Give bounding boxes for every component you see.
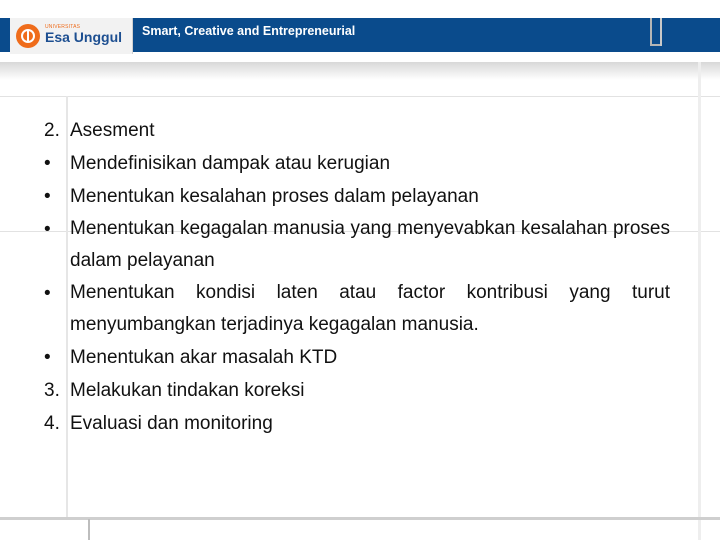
list-item-text: Asesment: [70, 120, 155, 141]
list-item-text: Menentukan kegagalan manusia yang menyevabkan kesalahan proses dalam pelayanan: [70, 218, 670, 271]
logo-name: Esa Unggul: [45, 29, 123, 45]
list-marker: 3.: [44, 380, 60, 401]
list-item: [44, 147, 670, 180]
list-item-text: Melakukan tindakan koreksi: [70, 380, 305, 401]
frame-right-edge: [698, 62, 701, 540]
logo-emblem-icon: [16, 24, 40, 48]
header-shadow: [0, 62, 720, 80]
footer-tick: [88, 519, 90, 540]
header-edge-decoration: [660, 18, 662, 46]
list-marker: •: [44, 283, 51, 304]
slide-content: [44, 114, 670, 440]
list-marker: •: [44, 186, 51, 207]
list-item: [44, 114, 670, 147]
logo-subtitle: UNIVERSITAS: [45, 24, 81, 30]
footer-line: [0, 517, 720, 520]
list-item-text: Menentukan kesalahan proses dalam pelayanan: [70, 186, 479, 207]
university-logo: [10, 18, 133, 54]
list-item: [44, 407, 670, 440]
list-item: [44, 341, 670, 374]
list-marker: •: [44, 153, 51, 174]
list-marker: •: [44, 219, 51, 240]
list-item: [44, 374, 670, 407]
frame-line-top: [0, 96, 720, 97]
list-item-text: Mendefinisikan dampak atau kerugian: [70, 153, 391, 174]
list-item-text: Menentukan akar masalah KTD: [70, 347, 338, 368]
list-item: [44, 213, 670, 277]
list-marker: •: [44, 347, 51, 368]
list-marker: 2.: [44, 120, 60, 141]
list-item: [44, 180, 670, 213]
header-tagline: Smart, Creative and Entrepreneurial: [142, 24, 356, 38]
list-marker: 4.: [44, 413, 60, 434]
list-item: [44, 277, 670, 341]
list-item-text: Menentukan kondisi laten atau factor kontribusi yang turut menyumbangkan terjadinya kegagalan manusia.: [70, 282, 670, 335]
list-item-text: Evaluasi dan monitoring: [70, 413, 273, 434]
